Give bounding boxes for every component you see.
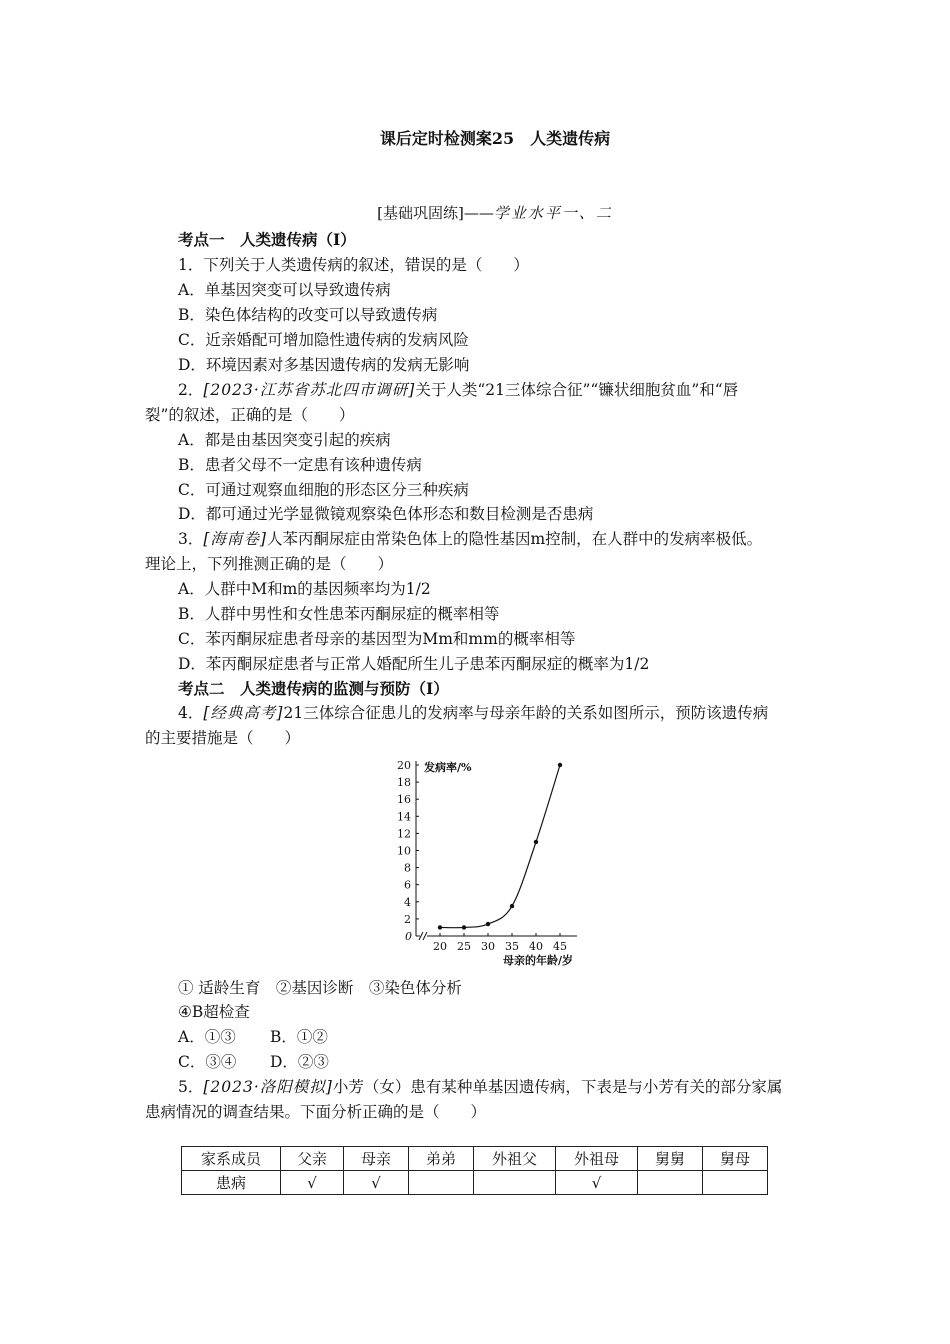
q3-option-b[interactable]: B．人群中男性和女性患苯丙酮尿症的概率相等 (178, 605, 500, 623)
q1-option-c[interactable]: C．近亲婚配可增加隐性遗传病的发病风险 (178, 331, 469, 349)
x-tick-label: 25 (457, 940, 471, 953)
q4-stem-line-2: 的主要措施是（ ） (145, 729, 301, 747)
q1-stem: 1．下列关于人类遗传病的叙述，错误的是（ ） (178, 256, 529, 274)
q4-measures-line-1: ① 适龄生育 ②基因诊断 ③染色体分析 (178, 979, 462, 997)
data-point (534, 840, 538, 844)
x-axis-label: 母亲的年龄/岁 (502, 954, 573, 966)
q2-source: [2023·江苏省苏北四市调研] (203, 381, 416, 399)
table-header-cell: 家系成员 (182, 1147, 281, 1171)
section-level: 学业水平一、二 (493, 204, 613, 222)
y-tick-label: 16 (397, 793, 411, 807)
q2-option-c[interactable]: C．可通过观察血细胞的形态区分三种疾病 (178, 481, 469, 499)
origin-label: 0 (405, 930, 412, 943)
q4-option-c[interactable]: C．③④ (178, 1053, 237, 1071)
page-title: 课后定时检测案25 人类遗传病 (379, 129, 611, 148)
exam-point-2: 考点二 人类遗传病的监测与预防（Ⅰ） (178, 679, 449, 698)
q4-option-b[interactable]: B．①② (270, 1028, 328, 1046)
table-cell (409, 1171, 474, 1195)
incidence-chart (395, 756, 595, 966)
y-tick-label: 10 (397, 844, 411, 858)
q3-stem-line-1: 人苯丙酮尿症由常染色体上的隐性基因m控制，在人群中的发病率极低。 (266, 530, 763, 548)
section-heading (0, 202, 950, 223)
data-point (438, 925, 442, 929)
q5-source: [2023·洛阳模拟] (203, 1078, 333, 1096)
data-point (462, 925, 466, 929)
table-header-cell: 舅舅 (638, 1147, 703, 1171)
table-header-cell: 外祖母 (556, 1147, 638, 1171)
q3-stem (178, 527, 762, 549)
q5-stem-line-2: 患病情况的调查结果。下面分析正确的是（ ） (145, 1103, 487, 1121)
q4-measures-line-2: ④B超检查 (178, 1003, 250, 1021)
family-survey-table (181, 1146, 768, 1195)
y-tick-label: 12 (397, 827, 411, 841)
q3-option-a[interactable]: A．人群中M和m的基因频率均为1/2 (178, 580, 431, 598)
table-header-cell: 弟弟 (409, 1147, 474, 1171)
q3-number: 3． (178, 530, 204, 548)
q5-stem (178, 1075, 782, 1097)
q4-options-row-2 (178, 1050, 329, 1072)
q4-option-d[interactable]: D．②③ (270, 1053, 329, 1071)
y-tick-label: 18 (397, 776, 411, 790)
q5-number: 5． (178, 1078, 204, 1096)
table-cell (474, 1171, 556, 1195)
y-tick-label: 6 (404, 878, 411, 892)
table-header-cell: 舅母 (703, 1147, 768, 1171)
axis-break-mark (423, 932, 427, 940)
y-tick-label: 2 (404, 912, 411, 926)
table-cell (638, 1171, 703, 1195)
x-tick-label: 45 (553, 940, 567, 953)
q2-option-a[interactable]: A．都是由基因突变引起的疾病 (178, 431, 391, 449)
q2-option-d[interactable]: D．都可通过光学显微镜观察染色体形态和数目检测是否患病 (178, 505, 594, 523)
q3-option-d[interactable]: D．苯丙酮尿症患者与正常人婚配所生儿子患苯丙酮尿症的概率为1/2 (178, 655, 650, 673)
table-cell: √ (556, 1171, 638, 1195)
y-tick-label: 8 (404, 861, 411, 875)
section-label: [基础巩固练] (377, 204, 464, 222)
y-tick-label: 20 (397, 759, 411, 772)
q4-options-row-1 (178, 1025, 328, 1047)
exam-point-1: 考点一 人类遗传病（Ⅰ） (178, 230, 356, 249)
q2-stem-line-2: 裂”的叙述，正确的是（ ） (145, 406, 355, 424)
q4-option-a[interactable]: A．①③ (178, 1028, 236, 1046)
table-header-row (182, 1147, 768, 1171)
x-tick-label: 40 (529, 940, 543, 953)
q3-stem-line-2: 理论上，下列推测正确的是（ ） (145, 555, 394, 573)
q3-option-c[interactable]: C．苯丙酮尿症患者母亲的基因型为Mm和mm的概率相等 (178, 630, 576, 648)
q2-number: 2． (178, 381, 204, 399)
y-tick-label: 4 (404, 895, 411, 909)
table-cell: 患病 (182, 1171, 281, 1195)
data-point (558, 763, 562, 767)
incidence-curve (440, 765, 560, 928)
q3-source: [海南卷] (203, 530, 267, 548)
table-header-cell: 父亲 (281, 1147, 344, 1171)
q2-option-b[interactable]: B．患者父母不一定患有该种遗传病 (178, 456, 422, 474)
table-cell: √ (344, 1171, 409, 1195)
x-tick-label: 20 (433, 940, 447, 953)
table-header-cell: 母亲 (344, 1147, 409, 1171)
q4-stem (178, 701, 768, 723)
table-header-cell: 外祖父 (474, 1147, 556, 1171)
q4-stem-line-1: 21三体综合征患儿的发病率与母亲年龄的关系如图所示，预防该遗传病 (283, 704, 769, 722)
data-point (510, 904, 514, 908)
section-dash: —— (463, 204, 494, 222)
x-tick-label: 35 (505, 940, 519, 953)
q4-number: 4． (178, 704, 204, 722)
table-cell: √ (281, 1171, 344, 1195)
table-cell (703, 1171, 768, 1195)
q5-stem-line-1: 小芳（女）患有某种单基因遗传病，下表是与小芳有关的部分家属 (332, 1078, 783, 1096)
q2-stem-line-1: 关于人类“21三体综合征”“镰状细胞贫血”和“唇 (415, 381, 739, 399)
q1-option-d[interactable]: D．环境因素对多基因遗传病的发病无影响 (178, 356, 470, 374)
y-axis-label: 发病率/% (424, 761, 472, 774)
table-row (182, 1171, 768, 1195)
q4-source: [经典高考] (203, 704, 284, 722)
x-tick-label: 30 (481, 940, 495, 953)
q2-stem (178, 378, 738, 400)
data-point (486, 922, 490, 926)
q1-option-b[interactable]: B．染色体结构的改变可以导致遗传病 (178, 306, 438, 324)
y-tick-label: 14 (397, 810, 411, 824)
q1-option-a[interactable]: A．单基因突变可以导致遗传病 (178, 281, 391, 299)
